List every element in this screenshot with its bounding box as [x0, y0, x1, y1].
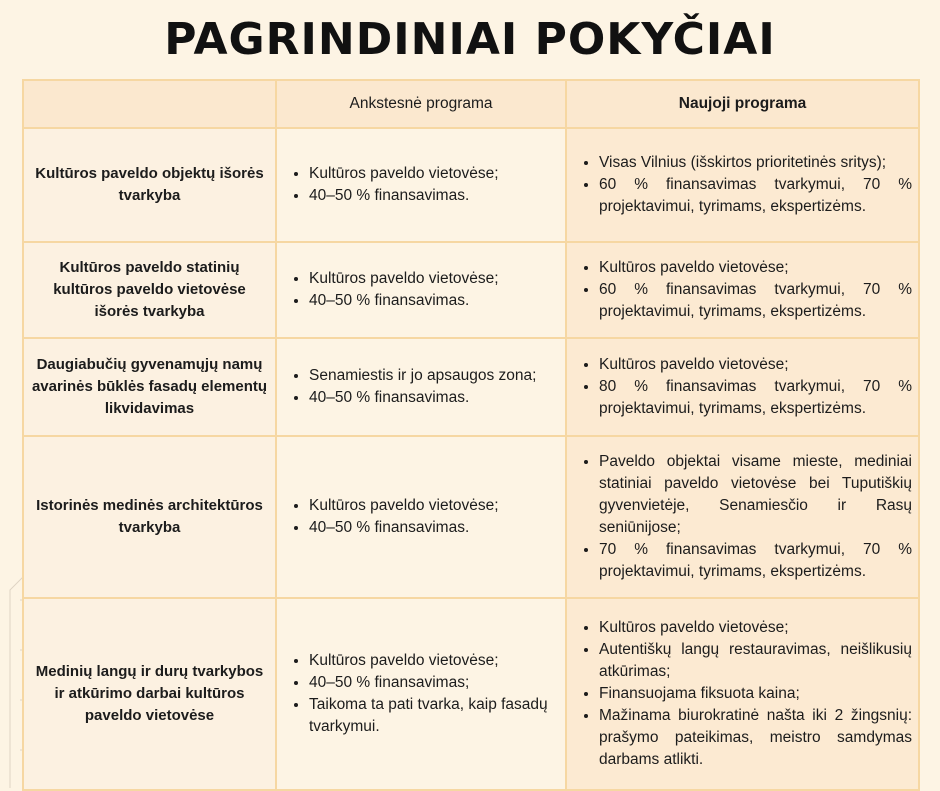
new-cell — [566, 598, 919, 790]
page-title: PAGRINDINIAI POKYČIAI — [164, 14, 776, 65]
previous-cell — [276, 338, 566, 436]
list-item: • Kultūros paveldo vietovėse; — [599, 617, 912, 639]
table-row — [23, 436, 919, 598]
previous-cell — [276, 242, 566, 338]
previous-cell — [276, 598, 566, 790]
list-item: • 40–50 % finansavimas. — [309, 290, 559, 312]
row-title: Daugiabučių gyvenamųjų namų avarinės būklės fasadų elementų likvidavimas — [23, 338, 276, 436]
list-item: • Taikoma ta pati tvarka, kaip fasadų tvarkymui. — [309, 694, 559, 738]
table-row — [23, 128, 919, 242]
list-item: • Paveldo objektai visame mieste, mediniai statiniai paveldo vietovėse bei Tuputiškių gyvenvietėje, Senamiesčio ir Rasų seniūnijose; — [599, 451, 912, 539]
list-item: • Autentiškų langų restauravimas, neišlikusių atkūrimas; — [599, 639, 912, 683]
previous-cell — [276, 436, 566, 598]
new-cell — [566, 436, 919, 598]
table-row — [23, 338, 919, 436]
list-item: • Kultūros paveldo vietovėse; — [599, 257, 912, 279]
list-item: • 70 % finansavimas tvarkymui, 70 % projektavimui, tyrimams, ekspertizėms. — [599, 539, 912, 583]
list-item: • 40–50 % finansavimas; — [309, 672, 559, 694]
list-item: • 40–50 % finansavimas. — [309, 517, 559, 539]
row-title: Istorinės medinės architektūros tvarkyba — [23, 436, 276, 598]
list-item: • 60 % finansavimas tvarkymui, 70 % projektavimui, tyrimams, ekspertizėms. — [599, 279, 912, 323]
table-header-row — [23, 80, 919, 128]
new-cell — [566, 338, 919, 436]
table-row — [23, 598, 919, 790]
table-row — [23, 242, 919, 338]
header-previous-program: Ankstesnė programa — [276, 80, 566, 128]
list-item: • 40–50 % finansavimas. — [309, 185, 559, 207]
row-title: Kultūros paveldo statinių kultūros paveldo vietovėse išorės tvarkyba — [23, 242, 276, 338]
header-empty — [23, 80, 276, 128]
header-new-program: Naujoji programa — [566, 80, 919, 128]
list-item: • Kultūros paveldo vietovėse; — [309, 268, 559, 290]
list-item: • Finansuojama fiksuota kaina; — [599, 683, 912, 705]
list-item: • Kultūros paveldo vietovėse; — [309, 495, 559, 517]
list-item: • Senamiestis ir jo apsaugos zona; — [309, 365, 559, 387]
row-title: Medinių langų ir durų tvarkybos ir atkūrimo darbai kultūros paveldo vietovėse — [23, 598, 276, 790]
changes-table — [22, 79, 920, 791]
list-item: • 40–50 % finansavimas. — [309, 387, 559, 409]
row-title: Kultūros paveldo objektų išorės tvarkyba — [23, 128, 276, 242]
list-item: • Kultūros paveldo vietovėse; — [599, 354, 912, 376]
new-cell — [566, 242, 919, 338]
list-item: • 60 % finansavimas tvarkymui, 70 % projektavimui, tyrimams, ekspertizėms. — [599, 174, 912, 218]
new-cell — [566, 128, 919, 242]
list-item: • Kultūros paveldo vietovėse; — [309, 650, 559, 672]
list-item: • Visas Vilnius (išskirtos prioritetinės sritys); — [599, 152, 912, 174]
list-item: • Mažinama biurokratinė našta iki 2 žingsnių: prašymo pateikimas, meistro samdymas darbams atlikti. — [599, 705, 912, 771]
list-item: • Kultūros paveldo vietovėse; — [309, 163, 559, 185]
list-item: • 80 % finansavimas tvarkymui, 70 % projektavimui, tyrimams, ekspertizėms. — [599, 376, 912, 420]
previous-cell — [276, 128, 566, 242]
